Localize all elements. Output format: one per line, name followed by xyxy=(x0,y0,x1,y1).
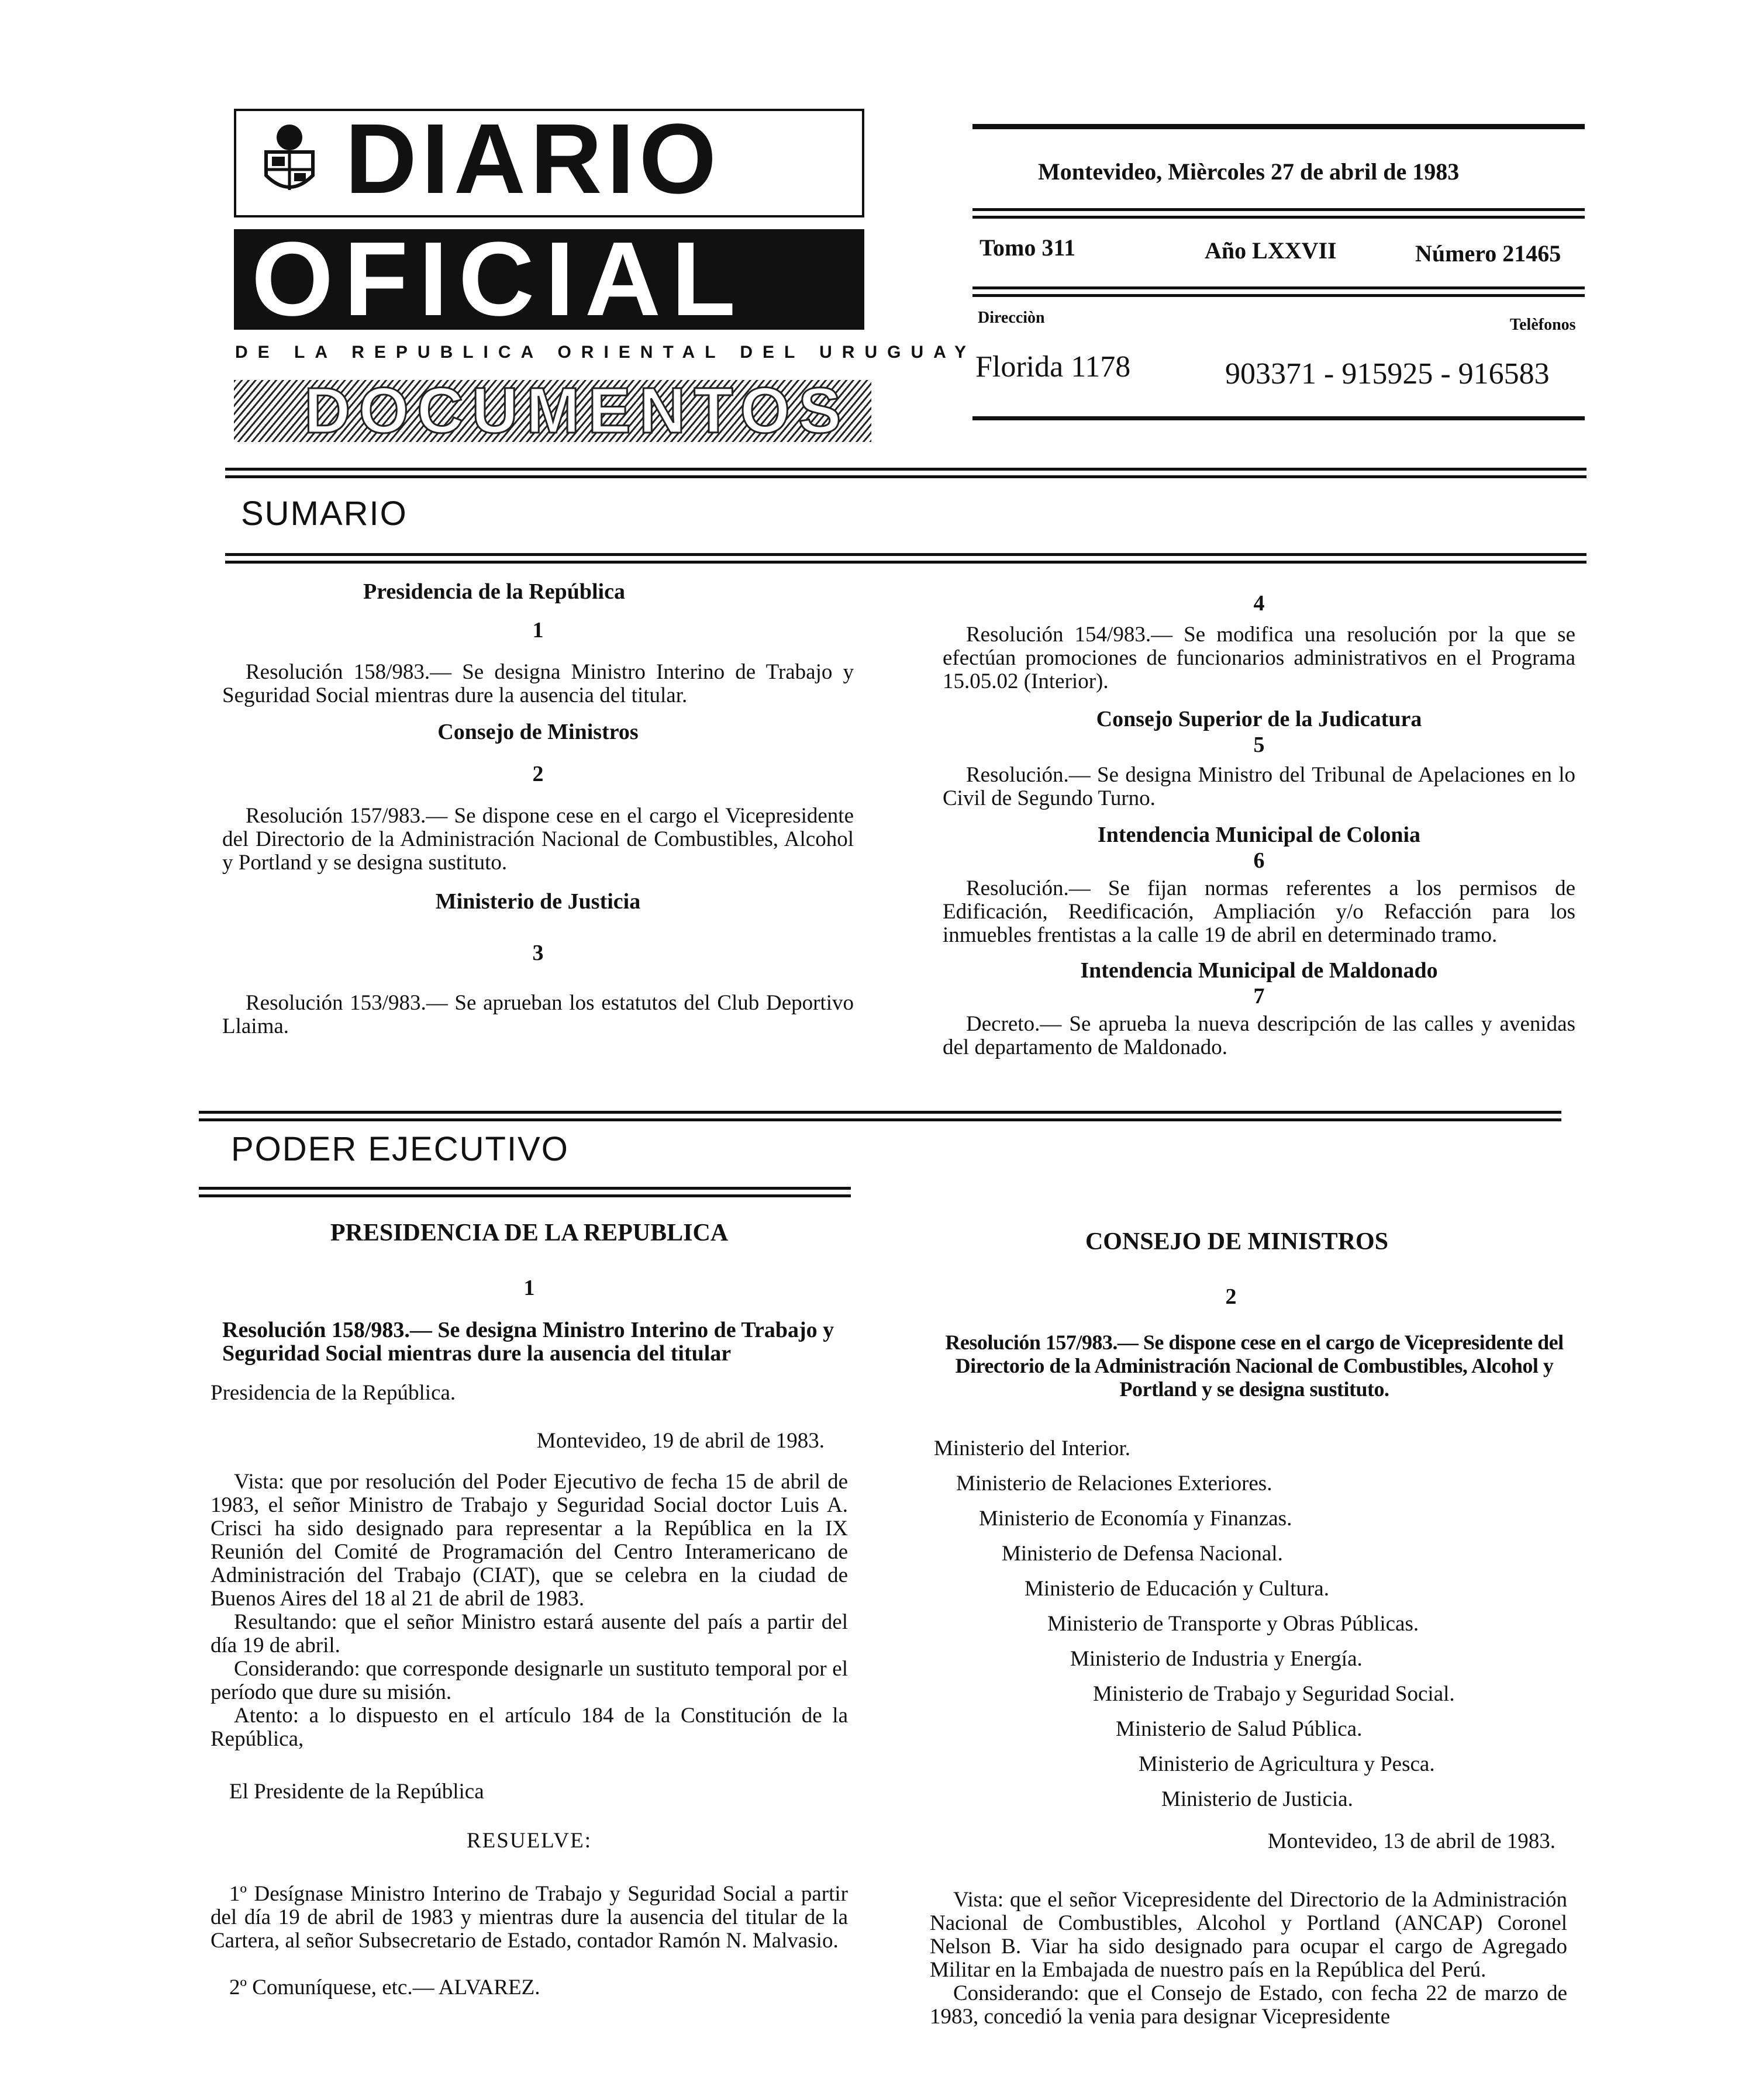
ministry-line: Ministerio de Agricultura y Pesca. xyxy=(1139,1752,1435,1776)
article-org-heading: PRESIDENCIA DE LA REPUBLICA xyxy=(330,1220,729,1246)
header-rule-bottom xyxy=(972,416,1585,420)
header-rule-2 xyxy=(972,208,1585,219)
ministry-line: Ministerio de Educación y Cultura. xyxy=(1025,1577,1329,1601)
article-resuelve: RESUELVE: xyxy=(467,1829,592,1853)
masthead-title-oficial: OFICIAL xyxy=(251,220,746,338)
header-rule-3 xyxy=(972,286,1585,297)
article-paragraph: Atento: a lo dispuesto en el artículo 184 de la Constitución de la República, xyxy=(211,1704,848,1751)
direccion-value: Florida 1178 xyxy=(975,350,1131,384)
article-title: Resolución 158/983.— Se designa Ministro Interino de Trabajo y Seguridad Social mientras dure la ausencia del titular xyxy=(222,1318,834,1366)
sumario-item-org: Consejo de Ministros xyxy=(437,720,639,744)
masthead-subtitle: DE LA REPUBLICA ORIENTAL DEL URUGUAY xyxy=(235,343,977,362)
ministry-line: Ministerio de Defensa Nacional. xyxy=(1002,1542,1283,1566)
documentos-banner-text: DOCUMENTOS xyxy=(304,375,850,447)
sumario-item-org: Intendencia Municipal de Colonia xyxy=(1097,823,1421,847)
sumario-item-number: 3 xyxy=(532,941,544,965)
ministry-line: Ministerio del Interior. xyxy=(934,1436,1131,1460)
coat-of-arms-icon xyxy=(257,117,322,202)
issue-anio: Año LXXVII xyxy=(1205,237,1337,264)
poder-ejecutivo-rule-bottom xyxy=(199,1187,851,1197)
article-paragraph: Vista: que por resolución del Poder Ejecutivo de fecha 15 de abril de 1983, el señor Ministro de Trabajo y Seguridad Social doctor Luis A. Crisci ha sido designado para representar a la República en la IX Reunión del Comité de Programación del Centro Interamericano de Administración del Trabajo (CIAT), que se celebra en la ciudad de Buenos Aires del 18 al 21 de abril de 1983. xyxy=(211,1470,848,1611)
sumario-item-text: Resolución 154/983.— Se modifica una resolución por la que se efectúan promociones de funcionarios administrativos en el Programa 15.05.02 (Interior). xyxy=(943,623,1575,693)
article-issuer: Presidencia de la República. xyxy=(211,1381,456,1405)
article-consejo-body xyxy=(930,1830,1567,2029)
ministry-line: Ministerio de Industria y Energía. xyxy=(1070,1647,1363,1671)
sumario-item-org: Consejo Superior de la Judicatura xyxy=(1096,707,1422,731)
article-date: Montevideo, 19 de abril de 1983. xyxy=(536,1429,825,1453)
ministries-list xyxy=(934,1436,1577,1811)
ministry-line: Ministerio de Relaciones Exteriores. xyxy=(956,1472,1272,1495)
article-presidencia xyxy=(211,1219,848,1999)
article-paragraph: Vista: que el señor Vicepresidente del Directorio de la Administración Nacional de Combustibles, Alcohol y Portland (ANCAP) Coronel Nelson B. Viar ha sido designado para ocupar el cargo de Agregado Militar en la Embajada de nuestro país en la República del Perú. xyxy=(930,1888,1567,1982)
sumario-item-text: Resolución 153/983.— Se aprueban los estatutos del Club Deportivo Llaima. xyxy=(222,991,854,1038)
article-paragraph: Considerando: que el Consejo de Estado, con fecha 22 de marzo de 1983, concedió la venia para designar Vicepresidente xyxy=(930,1981,1567,2029)
ministry-line: Ministerio de Transporte y Obras Públicas. xyxy=(1047,1612,1419,1636)
article-item: 1º Desígnase Ministro Interino de Trabajo y Seguridad Social a partir del día 19 de abril de 1983 y mientras dure la ausencia del titular de la Cartera, al señor Subsecretario de Estado, contador Ramón N. Malvasio. xyxy=(211,1882,848,1953)
article-number: 1 xyxy=(523,1276,535,1300)
sumario-item-text: Resolución.— Se fijan normas referentes a los permisos de Edificación, Reedificación, Ampliación y/o Refacción para los inmuebles frentistas a la calle 19 de abril en determinado tramo. xyxy=(943,876,1575,947)
ministry-line: Ministerio de Salud Pública. xyxy=(1116,1717,1363,1741)
poder-ejecutivo-heading: PODER EJECUTIVO xyxy=(231,1130,569,1168)
article-number: 2 xyxy=(1225,1284,1237,1309)
sumario-item-number: 6 xyxy=(1253,848,1265,873)
issue-date: Montevideo, Mièrcoles 27 de abril de 1983 xyxy=(1038,158,1460,185)
sumario-item-org: Intendencia Municipal de Maldonado xyxy=(1080,958,1438,983)
article-item: 2º Comuníquese, etc.— ALVAREZ. xyxy=(229,1975,540,1999)
poder-ejecutivo-rule-top xyxy=(199,1111,1561,1121)
article-org-heading: CONSEJO DE MINISTROS xyxy=(1085,1228,1389,1255)
sumario-item-text: Resolución 158/983.— Se designa Ministro Interino de Trabajo y Seguridad Social mientras dure la ausencia del titular. xyxy=(222,660,854,707)
sumario-item-text: Resolución.— Se designa Ministro del Tribunal de Apelaciones en lo Civil de Segundo Turno. xyxy=(943,763,1575,810)
sumario-heading: SUMARIO xyxy=(241,495,408,533)
ministry-line: Ministerio de Trabajo y Seguridad Social. xyxy=(1093,1682,1455,1706)
masthead-title-diario: DIARIO xyxy=(345,103,721,215)
issue-numero: Número 21465 xyxy=(1415,240,1561,267)
sumario-item-text: Resolución 157/983.— Se dispone cese en el cargo el Vicepresidente del Directorio de la Administración Nacional de Combustibles, Alcohol y Portland y se designa sustituto. xyxy=(222,804,854,875)
article-paragraph: Considerando: que corresponde designarle un sustituto temporal por el período que dure su misión. xyxy=(211,1657,848,1704)
sumario-item-number: 1 xyxy=(532,618,544,643)
telefonos-value: 903371 - 915925 - 916583 xyxy=(1225,357,1550,391)
sumario-item-org: Presidencia de la República xyxy=(363,579,625,604)
article-president-line: El Presidente de la República xyxy=(229,1780,484,1804)
sumario-rule-top xyxy=(225,468,1586,478)
direccion-label: Direcciòn xyxy=(978,309,1045,327)
ministry-line: Ministerio de Justicia. xyxy=(1161,1787,1353,1811)
sumario-rule-bottom xyxy=(225,553,1586,564)
ministry-line: Ministerio de Economía y Finanzas. xyxy=(979,1507,1292,1531)
sumario-item-text: Decreto.— Se aprueba la nueva descripción de las calles y avenidas del departamento de Maldonado. xyxy=(943,1012,1575,1059)
sumario-item-number: 5 xyxy=(1253,733,1265,757)
article-consejo xyxy=(936,1228,1573,1401)
header-rule-top xyxy=(972,124,1585,129)
sumario-right-column xyxy=(943,590,1575,1059)
issue-tomo: Tomo 311 xyxy=(979,234,1076,261)
sumario-left-column xyxy=(222,579,854,1038)
article-date: Montevideo, 13 de abril de 1983. xyxy=(1267,1829,1555,1853)
sumario-item-number: 4 xyxy=(1253,591,1265,616)
sumario-item-number: 2 xyxy=(532,762,544,786)
sumario-item-org: Ministerio de Justicia xyxy=(435,889,641,914)
telefonos-label: Telèfonos xyxy=(1510,316,1576,334)
article-title: Resolución 157/983.— Se dispone cese en el cargo de Vicepresidente del Directorio de la Administración Nacional de Combustibles, Alcohol y Portland y se designa sustituto. xyxy=(945,1331,1564,1401)
article-paragraph: Resultando: que el señor Ministro estará ausente del país a partir del día 19 de abril. xyxy=(211,1610,848,1657)
sumario-item-number: 7 xyxy=(1253,984,1265,1008)
